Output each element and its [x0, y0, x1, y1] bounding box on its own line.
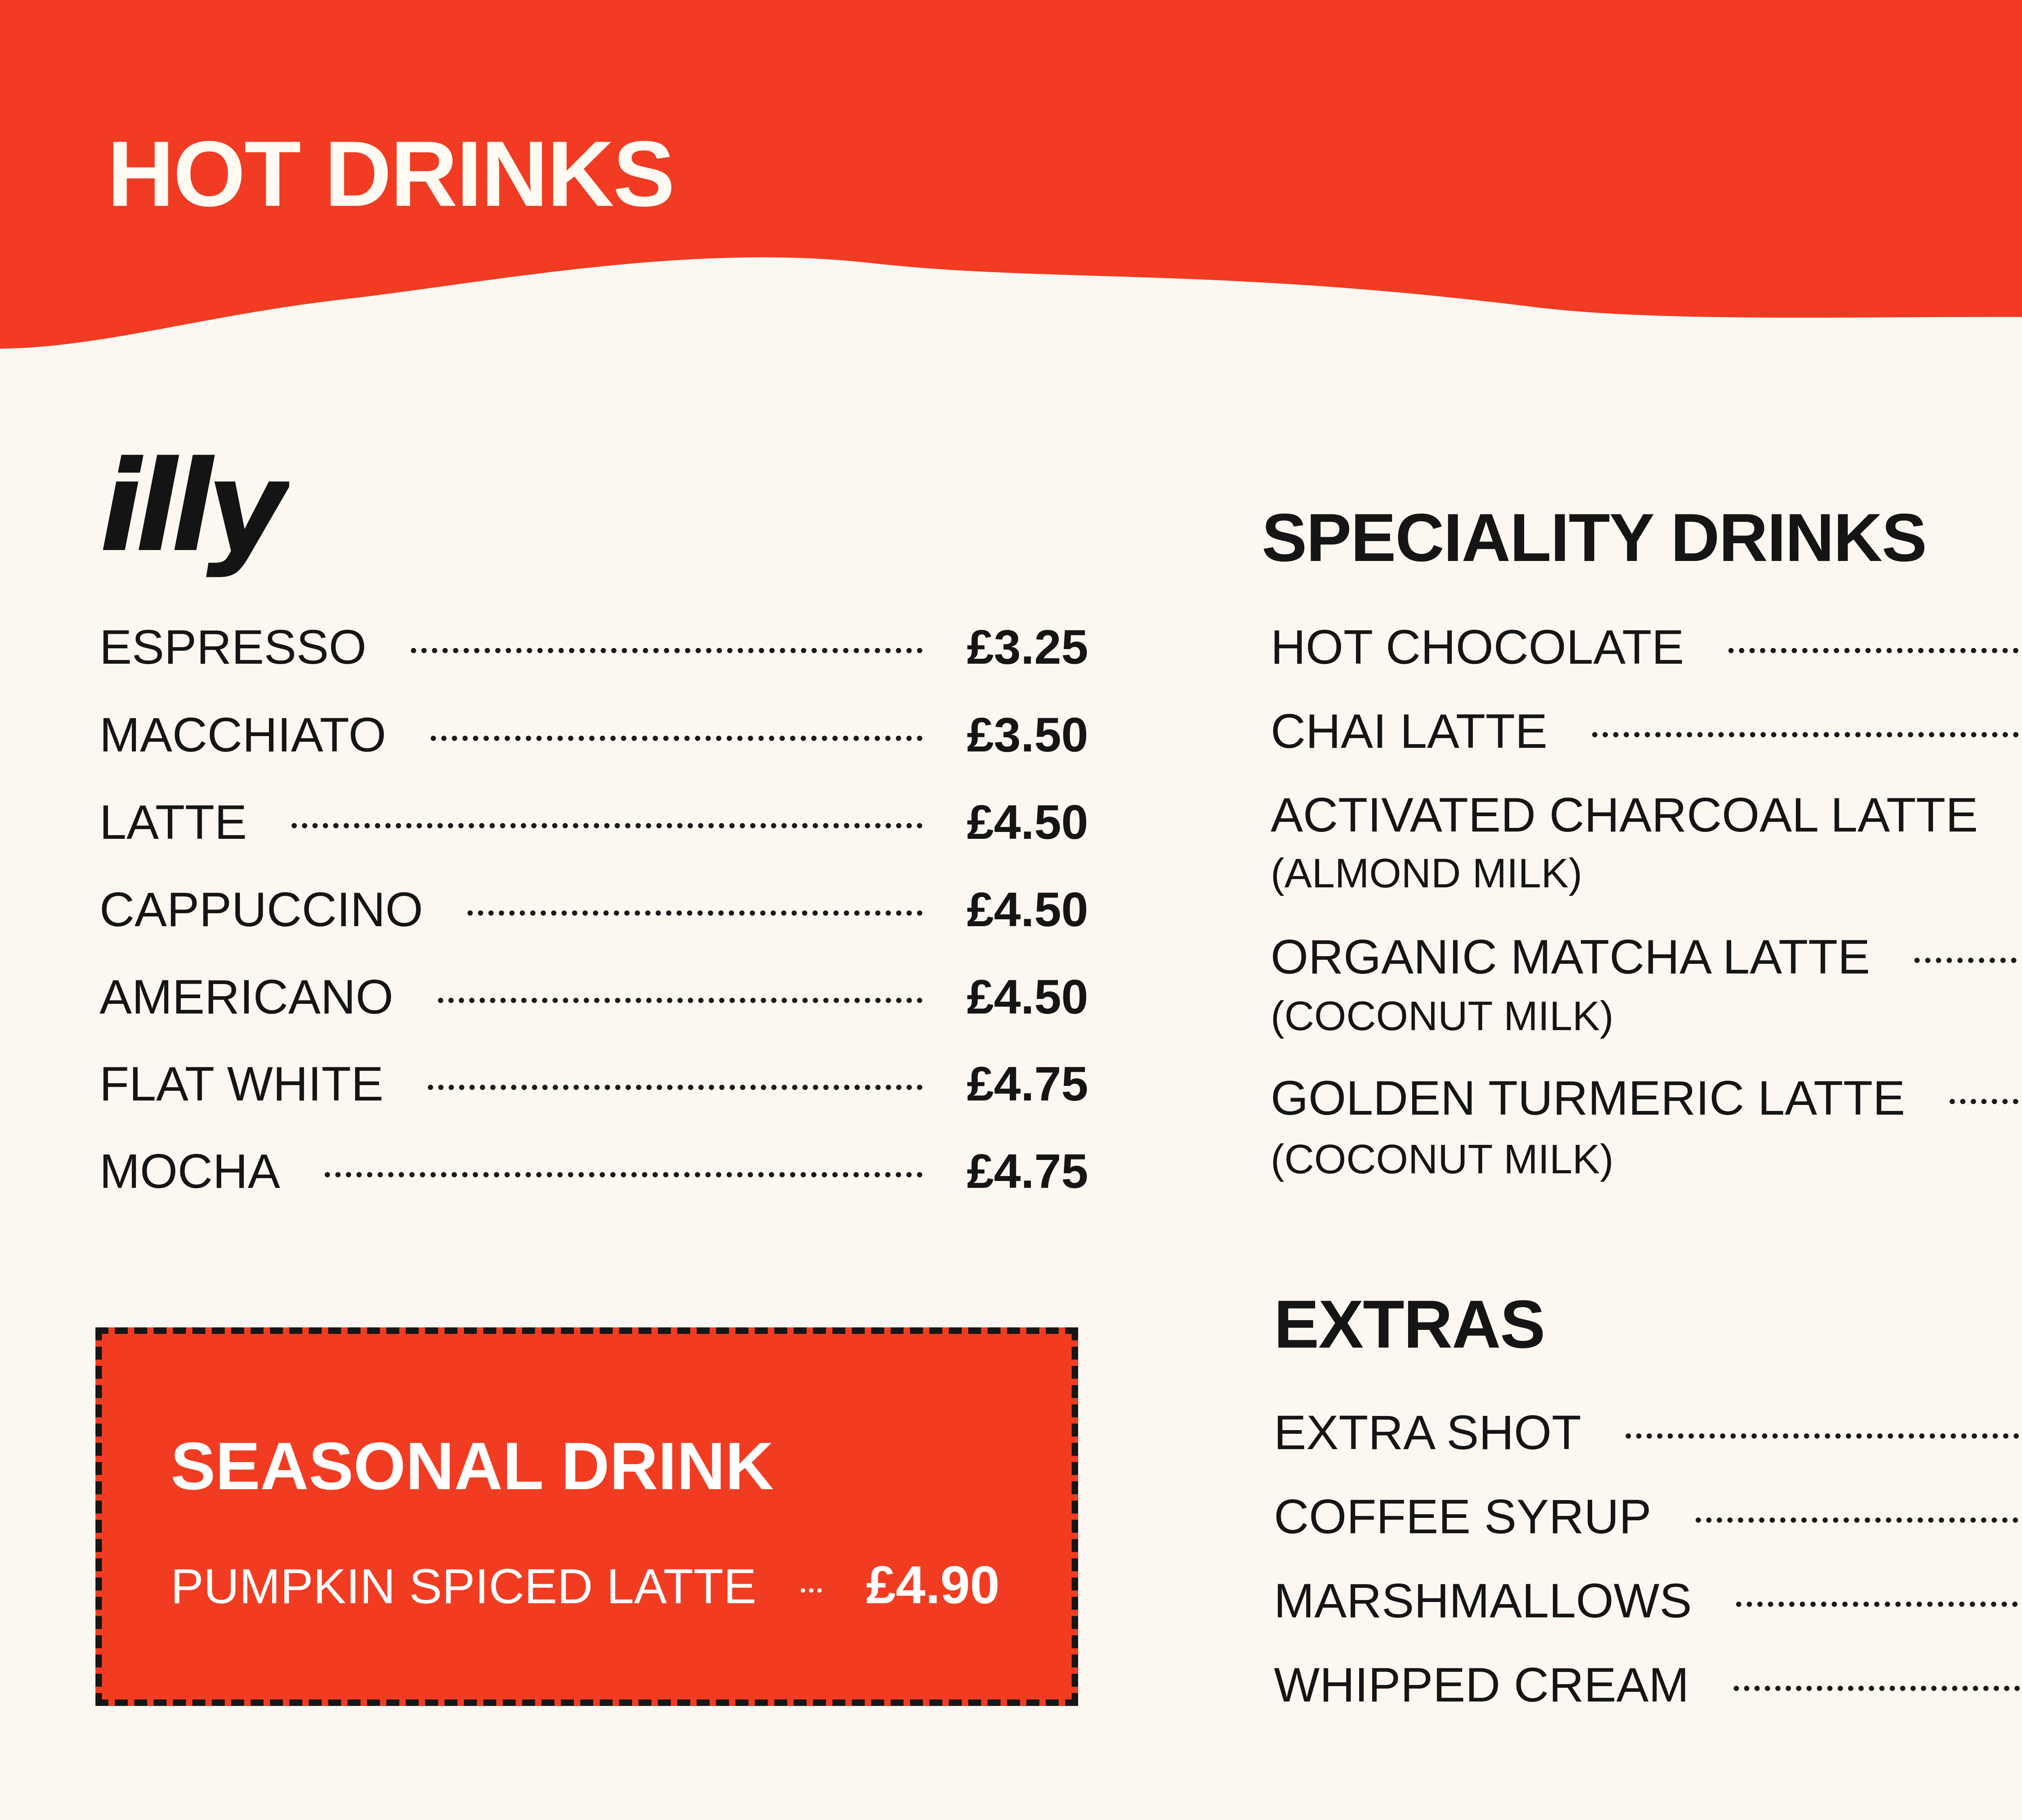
- menu-item-hot-chocolate: [1271, 620, 2022, 674]
- item-name: FLAT WHITE: [99, 1057, 384, 1111]
- item-name: EXTRA SHOT: [1274, 1405, 1582, 1460]
- leader-dots: [325, 1172, 922, 1177]
- leader-dots: [1950, 1099, 2022, 1104]
- item-name: COFFEE SYRUP: [1274, 1490, 1652, 1544]
- item-name: ACTIVATED CHARCOAL LATTE: [1271, 788, 1978, 842]
- leader-dots: [1696, 1517, 2022, 1523]
- leader-dots: [1914, 958, 2022, 963]
- leader-dots: [1626, 1433, 2022, 1439]
- menu-item-americano: [99, 970, 1088, 1024]
- item-price: £4.75: [967, 1144, 1088, 1198]
- item-price: £4.50: [967, 882, 1088, 937]
- menu-item-chai-latte: [1271, 704, 2022, 758]
- leader-dots: [1728, 648, 2022, 653]
- item-name: GOLDEN TURMERIC LATTE: [1271, 1071, 1906, 1125]
- item-name: PUMPKIN SPICED LATTE: [171, 1559, 757, 1614]
- item-note: (COCONUT MILK): [1271, 1136, 1614, 1182]
- speciality-title: SPECIALITY DRINKS: [1262, 499, 1927, 576]
- leader-dots: [428, 1085, 922, 1090]
- item-name: LATTE: [99, 795, 247, 849]
- menu-item-organic-matcha-latte: [1271, 930, 2022, 984]
- leader-dots: [411, 648, 922, 653]
- item-price: £4.75: [967, 1057, 1088, 1111]
- item-name: CHAI LATTE: [1271, 704, 1548, 758]
- seasonal-drink-box: [95, 1327, 1078, 1706]
- menu-item-extra-shot: [1274, 1405, 2022, 1460]
- leader-dots: [292, 823, 922, 828]
- menu-item-whipped-cream: [1274, 1658, 2022, 1712]
- item-price: £3.50: [967, 708, 1088, 762]
- menu-item-coffee-syrup: [1274, 1490, 2022, 1544]
- menu-item-espresso: [99, 620, 1088, 674]
- item-name: ESPRESSO: [99, 620, 367, 674]
- seasonal-item: [171, 1555, 1000, 1615]
- item-price: £3.25: [967, 620, 1088, 674]
- item-price: £4.50: [967, 795, 1088, 849]
- leader-dots: [1736, 1602, 2022, 1607]
- illy-logo-text: illy: [99, 434, 281, 580]
- menu-item-flat-white: [99, 1057, 1088, 1111]
- leader-dots: [431, 736, 922, 741]
- leader-dots: [801, 1588, 821, 1593]
- item-price: £4.90: [866, 1555, 1000, 1615]
- item-name: WHIPPED CREAM: [1274, 1658, 1689, 1712]
- menu-item-cappuccino: [99, 882, 1088, 937]
- extras-title: EXTRAS: [1274, 1286, 1545, 1362]
- menu-item-activated-charcoal-latte: [1271, 788, 2022, 842]
- item-note: (ALMOND MILK): [1271, 850, 1582, 896]
- item-name: MACCHIATO: [99, 708, 386, 762]
- item-name: MARSHMALLOWS: [1274, 1574, 1692, 1628]
- item-name: ORGANIC MATCHA LATTE: [1271, 930, 1870, 984]
- menu-item-marshmallows: [1274, 1574, 2022, 1628]
- item-name: AMERICANO: [99, 970, 393, 1024]
- leader-dots: [1734, 1686, 2022, 1691]
- seasonal-title: SEASONAL DRINK: [171, 1429, 774, 1504]
- menu-item-mocha: [99, 1144, 1088, 1198]
- leader-dots: [438, 998, 922, 1003]
- menu-item-golden-turmeric-latte: [1271, 1071, 2022, 1125]
- leader-dots: [467, 910, 922, 916]
- item-note: (COCONUT MILK): [1271, 993, 1614, 1039]
- item-name: CAPPUCCINO: [99, 882, 423, 937]
- illy-logo: [99, 429, 289, 590]
- page-title: HOT DRINKS: [107, 122, 674, 226]
- item-name: HOT CHOCOLATE: [1271, 620, 1684, 674]
- menu-item-macchiato: [99, 708, 1088, 762]
- item-price: £4.50: [967, 970, 1088, 1024]
- leader-dots: [1592, 732, 2022, 737]
- item-name: MOCHA: [99, 1144, 280, 1198]
- menu-item-latte: [99, 795, 1088, 849]
